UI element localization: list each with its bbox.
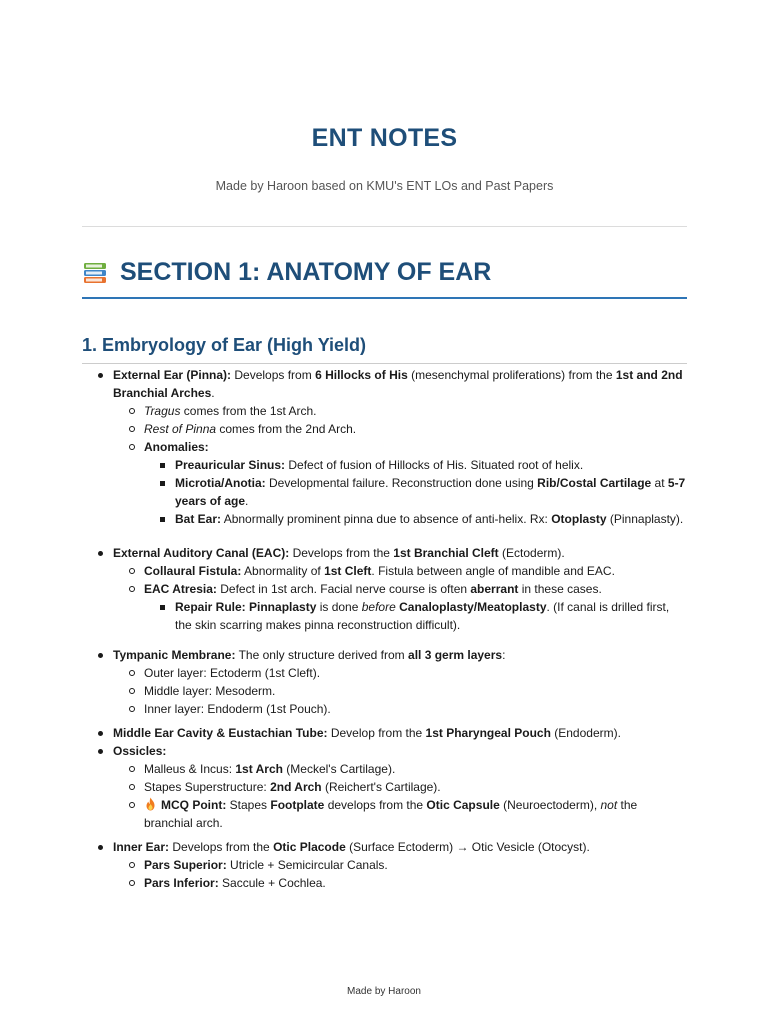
item-text: . (If canal is drilled first, the skin scarring makes pinna reconstruction difficult). — [175, 600, 670, 632]
item-italic: before — [361, 600, 396, 614]
item-bold: 1st Pharyngeal Pouch — [425, 726, 551, 740]
item-text: Saccule + Cochlea. — [218, 876, 326, 890]
item-text: Stapes Superstructure: — [144, 780, 271, 794]
item-text: . — [245, 494, 249, 508]
item-bold: Otoplasty — [551, 512, 607, 526]
list-item-rest-of-pinna — [144, 420, 687, 438]
item-bold: aberrant — [470, 582, 519, 596]
item-bold: 6 Hillocks of His — [315, 368, 408, 382]
item-text: Stapes — [226, 798, 271, 812]
list-item-stapes-superstructure — [144, 778, 687, 796]
item-bold: 1st Cleft — [324, 564, 372, 578]
list-item-collaural-fistula — [144, 562, 687, 580]
item-text: at — [651, 476, 668, 490]
item-label: External Ear (Pinna): — [113, 368, 232, 382]
item-italic: not — [600, 798, 618, 812]
item-label: External Auditory Canal (EAC): — [113, 546, 290, 560]
section-title-text: SECTION 1: ANATOMY OF EAR — [120, 258, 492, 286]
item-text: (Ectoderm). — [498, 546, 565, 560]
item-bold: Canaloplasty/Meatoplasty — [395, 600, 547, 614]
list-item-anomalies — [144, 438, 687, 528]
item-text: comes from the 2nd Arch. — [216, 422, 357, 436]
item-label: Bat Ear: — [175, 512, 222, 526]
books-icon — [82, 260, 108, 286]
item-text: Develop from the — [327, 726, 426, 740]
item-bold: all 3 germ layers — [408, 648, 503, 662]
item-label: Middle Ear Cavity & Eustachian Tube: — [113, 726, 328, 740]
list-item-microtia — [175, 474, 687, 510]
list-item-tragus — [144, 402, 687, 420]
item-text: . Fistula between angle of mandible and EAC. — [371, 564, 615, 578]
section-title — [82, 258, 687, 287]
sub-list — [113, 664, 687, 718]
list-item-middle-layer: Middle layer: Mesoderm. — [144, 682, 687, 700]
item-bold: Rib/Costal Cartilage — [537, 476, 652, 490]
item-italic: Rest of Pinna — [144, 422, 217, 436]
item-text: is done — [316, 600, 362, 614]
item-text: in these cases. — [518, 582, 602, 596]
document-subtitle: Made by Haroon based on KMU's ENT LOs and Past Papers — [215, 179, 554, 193]
list-item-pars-superior — [144, 856, 687, 874]
item-label: Repair Rule: Pinnaplasty — [175, 600, 317, 614]
fire-icon — [144, 797, 157, 811]
list-item-middle-ear — [113, 724, 687, 742]
item-text: (mesenchymal proliferations) from the — [407, 368, 616, 382]
item-text: Develops from — [231, 368, 316, 382]
item-text: Develops from the — [169, 840, 274, 854]
item-text: Abnormally prominent pinna due to absence of anti-helix. Rx: — [221, 512, 552, 526]
item-text: Malleus & Incus: — [144, 762, 236, 776]
item-text: . — [211, 386, 215, 400]
item-bold: Otic Capsule — [426, 798, 500, 812]
item-text: (Reichert's Cartilage). — [321, 780, 441, 794]
item-bold: 1st Arch — [235, 762, 283, 776]
item-text: develops from the — [324, 798, 427, 812]
item-label: EAC Atresia: — [144, 582, 217, 596]
header-divider — [82, 226, 687, 227]
document-title: ENT NOTES — [311, 124, 458, 152]
item-label: Pars Superior: — [144, 858, 227, 872]
sub-list — [113, 760, 687, 832]
item-text: Developmental failure. Reconstruction done using — [265, 476, 538, 490]
item-text: comes from the 1st Arch. — [180, 404, 317, 418]
list-item-eac — [113, 544, 687, 634]
sub-sub-list — [144, 598, 687, 634]
notes-content — [82, 366, 687, 892]
item-label: Inner Ear: — [113, 840, 170, 854]
item-bold: 1st and 2nd Branchial Arches — [113, 368, 683, 400]
list-item-pars-inferior — [144, 874, 687, 892]
item-text: (Endoderm). — [550, 726, 621, 740]
item-text: Utricle + Semicircular Canals. — [226, 858, 388, 872]
item-label: Pars Inferior: — [144, 876, 219, 890]
page-footer: Made by Haroon — [347, 986, 421, 997]
item-bold: Otic Placode — [273, 840, 346, 854]
item-text: the branchial arch. — [144, 798, 638, 830]
item-italic: Tragus — [144, 404, 181, 418]
item-label: Preauricular Sinus: — [175, 458, 286, 472]
section-divider — [82, 297, 687, 299]
item-text: : — [502, 648, 506, 662]
item-text: (Pinnaplasty). — [606, 512, 684, 526]
list-item-inner-layer: Inner layer: Endoderm (1st Pouch). — [144, 700, 687, 718]
item-bold: Footplate — [270, 798, 325, 812]
sub-list — [113, 562, 687, 634]
item-bold: 1st Branchial Cleft — [393, 546, 499, 560]
item-label: MCQ Point: — [161, 798, 227, 812]
item-label: Microtia/Anotia: — [175, 476, 266, 490]
item-text: Defect in 1st arch. Facial nerve course is often — [216, 582, 471, 596]
list-item-bat-ear — [175, 510, 687, 528]
item-text: The only structure derived from — [235, 648, 409, 662]
item-label: Ossicles: — [113, 744, 167, 758]
item-text: (Meckel's Cartilage). — [282, 762, 396, 776]
list-item-preauricular-sinus — [175, 456, 687, 474]
list-item-mcq-point — [144, 796, 687, 832]
list-item-ossicles — [113, 742, 687, 832]
item-label: Anomalies: — [144, 440, 209, 454]
subsection-title: 1. Embryology of Ear (High Yield) — [82, 335, 367, 355]
item-text: (Surface Ectoderm) → Otic Vesicle (Otocyst). — [345, 840, 590, 854]
list-item-malleus-incus — [144, 760, 687, 778]
list-item-eac-atresia — [144, 580, 687, 634]
item-label: Collaural Fistula: — [144, 564, 242, 578]
item-label: Tympanic Membrane: — [113, 648, 236, 662]
item-bold: 5-7 years of age — [175, 476, 686, 508]
list-item-outer-layer: Outer layer: Ectoderm (1st Cleft). — [144, 664, 687, 682]
list-item-tympanic-membrane — [113, 646, 687, 718]
item-text: Develops from the — [289, 546, 394, 560]
list-item-external-ear — [113, 366, 687, 528]
sub-list — [113, 856, 687, 892]
item-bold: 2nd Arch — [270, 780, 322, 794]
item-text: (Neuroectoderm), — [499, 798, 601, 812]
sub-list — [113, 402, 687, 528]
item-text: Abnormality of — [241, 564, 325, 578]
item-text: Defect of fusion of Hillocks of His. Situated root of helix. — [285, 458, 584, 472]
list-item-repair-rule — [175, 598, 687, 634]
subsection-divider — [82, 363, 687, 364]
main-list — [82, 366, 687, 892]
sub-sub-list — [144, 456, 687, 528]
list-item-inner-ear — [113, 838, 687, 892]
